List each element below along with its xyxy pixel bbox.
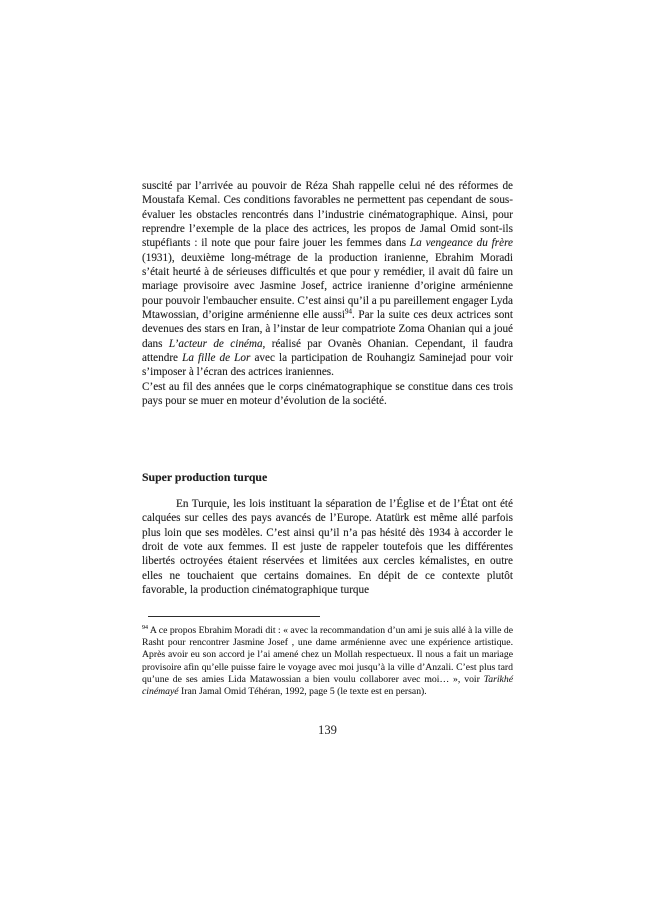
section-heading [142, 470, 513, 485]
second-section-block [142, 497, 513, 597]
footnote-text: $^{94}$ A ce propos Ebrahim Moradi dit : « avec la recommandation d’un ami je suis allé à la ville de Rasht pour rencontrer Jasmine Josef , une dame arménienne avec une expérience artistique. Après avoir eu son accord je l’ai amené chez un Mollah respectueux. Il nous a fait un mariage provisoire afin qu’elle puisse faire le voyage avec moi jusqu’à la ville d’Anzali. C’est plus tard qu’une de ses amies Lida Matawossian a bien voulu collaborer avec moi… », voir Tarikhé cinémayé Iran Jamal Omid Téhéran, 1992, page 5 (le texte est en persan). [142, 624, 513, 698]
section-heading-text: Super production turque [142, 470, 268, 484]
page-number-text: 139 [318, 723, 337, 737]
body-paragraph-continuation: suscité par l’arrivée au pouvoir de Réza Shah rappelle celui né des réformes de Moustafa Kemal. Ces conditions favorables ne permettent pas cependant de sous-évaluer les obstacles rencontrés dans l’industrie cinématographique. Ainsi, pour reprendre l’exemple de la place des actrices, les propos de Jamal Omid sont-ils stupéfiants : il note que pour faire jouer les femmes dans La vengeance du frère (1931), deuxième long-métrage de la production iranienne, Ebrahim Moradi s’était heurté à de sérieuses difficultés et que pour y remédier, il avait dû faire un mariage provisoire avec Jasmine Josef, actrice iranienne d’origine arménienne pour pouvoir l'embaucher ensuite. C’est ainsi qu’il a pu pareillement engager Lyda Mtawossian, d’origine arménienne elle aussi$^{94}$. Par la suite ces deux actrices sont devenues des stars en Iran, à l’instar de leur compatriote Zoma Ohanian qui a joué dans L’acteur de cinéma, réalisé par Ovanès Ohanian. Cependant, il faudra attendre La fille de Lor avec la participation de Rouhangiz Saminejad pour voir s’imposer à l’écran des actrices iraniennes. [142, 180, 513, 379]
footnote-separator-rule [148, 616, 320, 617]
main-text-block [142, 179, 513, 409]
body-paragraph-2: C’est au fil des années que le corps cinématographique se constitue dans ces trois pays pour se muer en moteur d’évolution de la société. [142, 380, 513, 408]
page-number [142, 723, 513, 738]
footnote-block [142, 616, 513, 698]
body-paragraph-3: En Turquie, les lois instituant la séparation de l’Église et de l’État ont été calquées sur celles des pays avancés de l’Europe. Atatürk est même allé parfois plus loin que ses modèles. C’est ainsi qu’il n’a pas hésité dès 1934 à accorder le droit de vote aux femmes. Il est juste de rappeler toutefois que les différentes libertés octroyées étaient réservées et limitées aux cercles kémalistes, en outre elles ne touchaient que certains domaines. En dépit de ce contexte plutôt favorable, la production cinématographique turque [142, 498, 513, 597]
